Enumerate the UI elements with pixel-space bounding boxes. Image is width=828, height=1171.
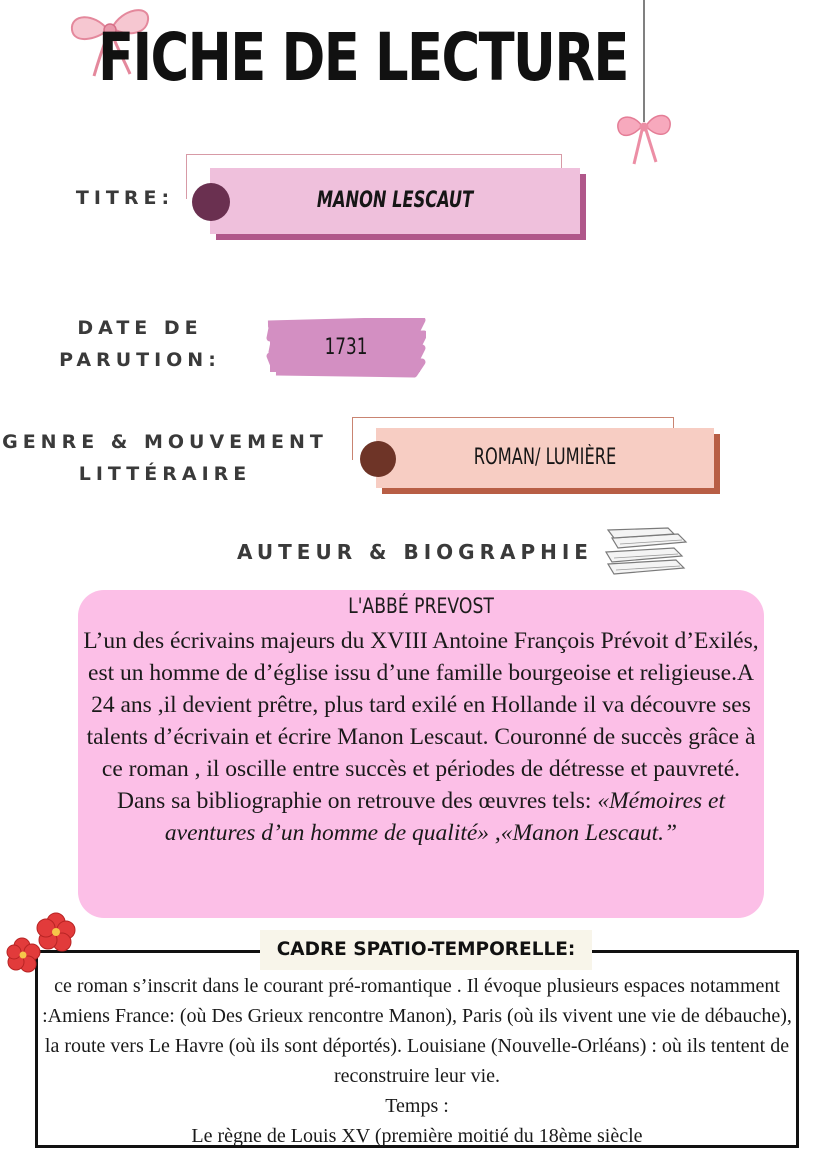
cadre-text — [40, 971, 794, 1151]
temps-label: Temps : — [385, 1095, 449, 1117]
titre-label: TITRE: — [75, 187, 175, 209]
biography-works: «Mémoires et aventures d’un homme de qualité» ,«Manon Lescaut.” — [164, 788, 726, 846]
author-name: L'ABBÉ PREVOST — [348, 594, 494, 618]
book-stack-icon — [598, 526, 690, 578]
biography-text — [80, 625, 762, 849]
date-value: 1731 — [324, 335, 368, 360]
genre-label-line2: LITTÉRAIRE — [78, 463, 252, 485]
titre-dot — [192, 183, 230, 221]
date-label — [40, 312, 240, 376]
red-flowers-icon — [4, 908, 84, 974]
date-label-line2: PARUTION: — [59, 349, 221, 371]
genre-label-line1: GENRE & MOUVEMENT — [2, 431, 328, 453]
genre-value: ROMAN/ LUMIÈRE — [473, 445, 617, 470]
titre-value: MANON LESCAUT — [316, 188, 474, 213]
genre-dot — [360, 441, 396, 477]
biography-main: L’un des écrivains majeurs du XVIII Antoine François Prévoit d’Exilés, est un homme de d’église issu d’une famille bourgeoise et religieuse.A 24 ans ,il devient prêtre, plus tard exilé en Hollande il va découvre ses talents d’écrivain et écrire Manon Lescaut. Couronné de succès grâce à ce roman , il oscille entre succès et périodes de détresse et pauvreté. Dans sa bibliographie on retrouve des œuvres tels: — [83, 628, 759, 814]
temps-text: Le règne de Louis XV (première moitié du 18ème siècle — [191, 1125, 643, 1147]
page-title: FICHE DE LECTURE — [98, 19, 628, 96]
hanging-bow-icon — [612, 0, 676, 172]
date-label-line1: DATE DE — [77, 317, 203, 339]
cadre-heading: CADRE SPATIO-TEMPORELLE: — [260, 930, 592, 970]
genre-label — [0, 426, 330, 490]
auteur-heading: AUTEUR & BIOGRAPHIE — [237, 540, 593, 564]
cadre-paragraph: ce roman s’inscrit dans le courant pré-romantique . Il évoque plusieurs espaces notamment :Amiens France: (où Des Grieux rencontre Manon), Paris (où ils vivent une vie de débauche), la route vers Le Havre (où ils sont déportés). Louisiane (Nouvelle-Orléans) : où ils tentent de reconstruire leur vie. — [42, 975, 792, 1087]
